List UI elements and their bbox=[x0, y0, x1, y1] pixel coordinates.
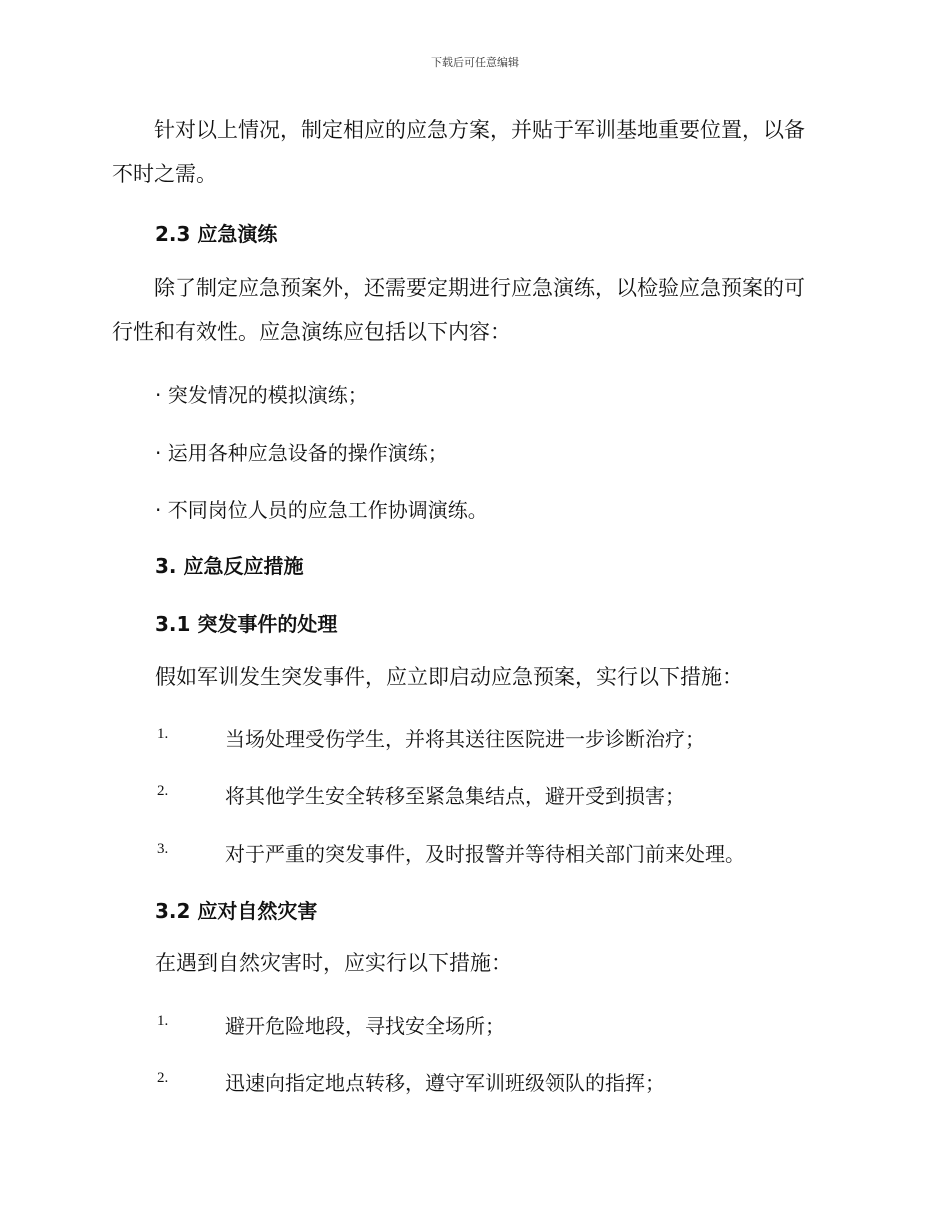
item-text: 将其他学生安全转移至紧急集结点，避开受到损害； bbox=[225, 784, 685, 808]
item-number: 1. bbox=[157, 726, 169, 742]
paragraph-line: 不时之需。 bbox=[112, 162, 217, 186]
bullet-item: · 运用各种应急设备的操作演练； bbox=[155, 441, 448, 465]
heading-3-2: 3.2 应对自然灾害 bbox=[155, 899, 318, 923]
item-text: 当场处理受伤学生，并将其送往医院进一步诊断治疗； bbox=[225, 727, 705, 751]
heading-2-3: 2.3 应急演练 bbox=[155, 222, 278, 246]
bullet-item: · 不同岗位人员的应急工作协调演练。 bbox=[155, 498, 488, 522]
item-number: 3. bbox=[157, 841, 169, 857]
paragraph-line: 除了制定应急预案外，还需要定期进行应急演练，以检验应急预案的可 bbox=[154, 276, 805, 300]
item-text: 对于严重的突发事件，及时报警并等待相关部门前来处理。 bbox=[225, 842, 745, 866]
paragraph-line: 行性和有效性。应急演练应包括以下内容： bbox=[112, 320, 511, 344]
paragraph-emergency-plan bbox=[112, 108, 805, 196]
item-text: 迅速向指定地点转移，遵守军训班级领队的指挥； bbox=[225, 1071, 665, 1095]
item-number: 2. bbox=[157, 783, 169, 799]
item-number: 2. bbox=[157, 1070, 169, 1086]
paragraph-line: 针对以上情况，制定相应的应急方案，并贴于军训基地重要位置，以备 bbox=[154, 118, 805, 142]
paragraph-drill-intro bbox=[112, 266, 805, 354]
bullet-item: · 突发情况的模拟演练； bbox=[155, 383, 368, 407]
item-text: 避开危险地段，寻找安全场所； bbox=[225, 1014, 505, 1038]
paragraph-incident-measures: 假如军训发生突发事件，应立即启动应急预案，实行以下措施： bbox=[155, 665, 743, 689]
item-number: 1. bbox=[157, 1013, 169, 1029]
paragraph-disaster-measures: 在遇到自然灾害时，应实行以下措施： bbox=[155, 951, 512, 975]
page-header-note: 下载后可任意编辑 bbox=[431, 56, 519, 69]
heading-3-1: 3.1 突发事件的处理 bbox=[155, 612, 338, 636]
heading-3: 3. 应急反应措施 bbox=[155, 554, 304, 578]
